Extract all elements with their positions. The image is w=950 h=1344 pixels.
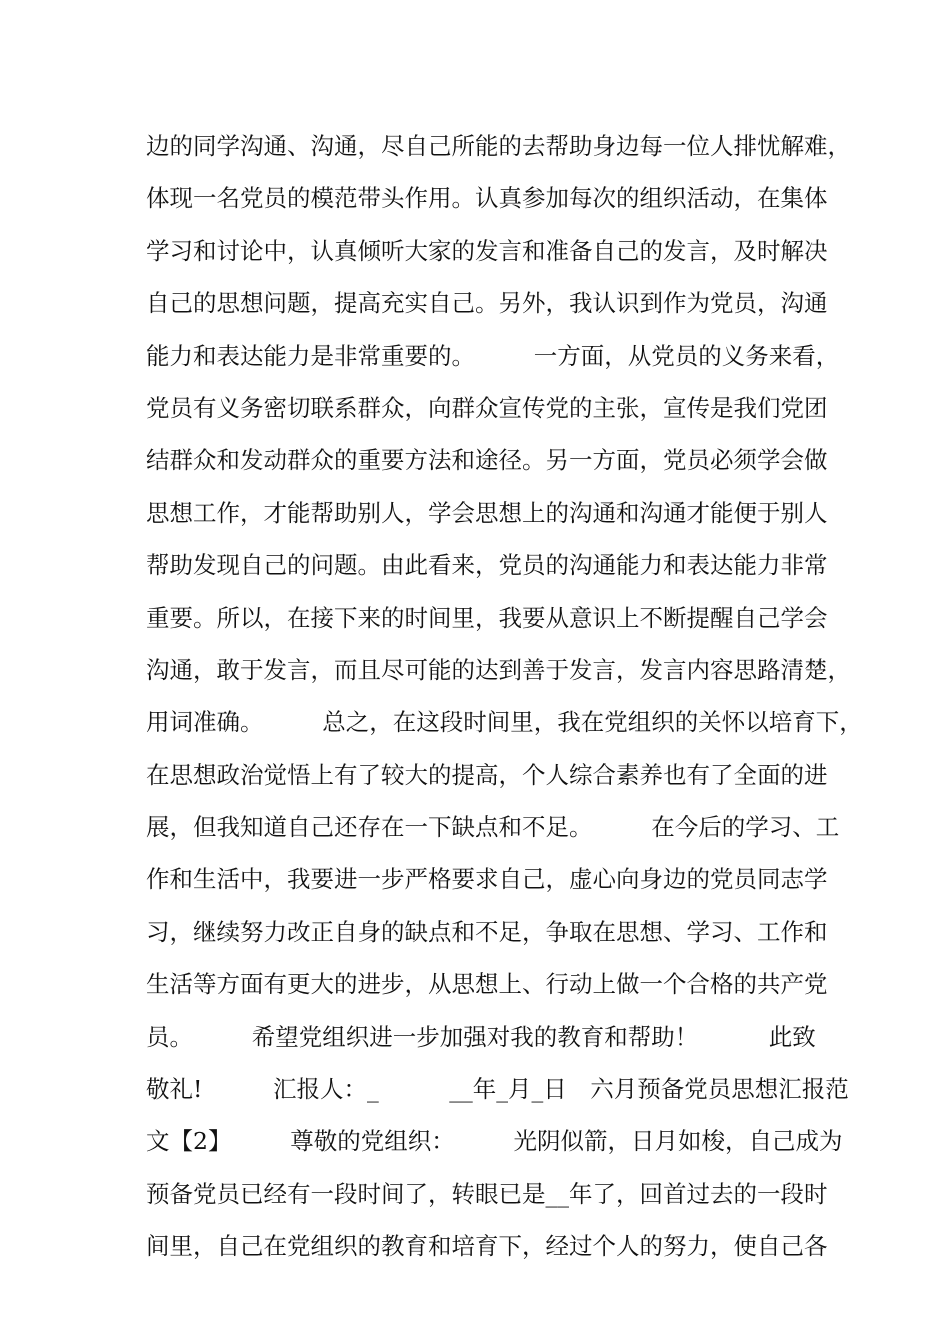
text-line: 作和生活中，我要进一步严格要求自己，虚心向身边的党员同志学	[146, 865, 828, 894]
text-line: 敬礼! 汇报人：_ __年_月_日 六月预备党员思想汇报范	[146, 1075, 849, 1104]
text-line: 间里，自己在党组织的教育和培育下，经过个人的努力，使自己各	[146, 1232, 828, 1261]
text-line: 习，继续努力改正自身的缺点和不足，争取在思想、学习、工作和	[146, 917, 828, 946]
text-line: 预备党员已经有一段时间了，转眼已是__年了，回首过去的一段时	[146, 1179, 828, 1208]
text-line: 自己的思想问题，提高充实自己。另外，我认识到作为党员，沟通	[146, 289, 828, 318]
text-line: 文【2】 尊敬的党组织： 光阴似箭，日月如梭，自己成为	[146, 1127, 843, 1156]
text-line: 党员有义务密切联系群众，向群众宣传党的主张，宣传是我们党团	[146, 393, 828, 422]
text-line: 展，但我知道自己还存在一下缺点和不足。 在今后的学习、工	[146, 813, 840, 842]
text-line: 帮助发现自己的问题。由此看来，党员的沟通能力和表达能力非常	[146, 551, 828, 580]
body-text	[146, 128, 863, 1281]
text-line: 沟通，敢于发言，而且尽可能的达到善于发言，发言内容思路清楚，	[146, 655, 851, 684]
text-line: 生活等方面有更大的进步，从思想上、行动上做一个合格的共产党	[146, 970, 828, 999]
text-line: 员。 希望党组织进一步加强对我的教育和帮助！ 此致	[146, 1022, 816, 1051]
text-line: 能力和表达能力是非常重要的。 一方面，从党员的义务来看，	[146, 341, 840, 370]
text-line: 用词准确。 总之，在这段时间里，我在党组织的关怀以培育下，	[146, 708, 863, 737]
text-line: 边的同学沟通、沟通，尽自己所能的去帮助身边每一位人排忧解难，	[146, 132, 851, 160]
text-line: 思想工作，才能帮助别人，学会思想上的沟通和沟通才能便于别人	[146, 498, 828, 527]
text-line: 结群众和发动群众的重要方法和途径。另一方面，党员必须学会做	[146, 446, 828, 475]
text-line: 重要。所以，在接下来的时间里，我要从意识上不断提醒自己学会	[146, 603, 828, 632]
text-line: 在思想政治觉悟上有了较大的提高，个人综合素养也有了全面的进	[146, 760, 828, 789]
text-line: 体现一名党员的模范带头作用。认真参加每次的组织活动，在集体	[146, 184, 828, 213]
text-line: 学习和讨论中，认真倾听大家的发言和准备自己的发言，及时解决	[146, 236, 828, 265]
